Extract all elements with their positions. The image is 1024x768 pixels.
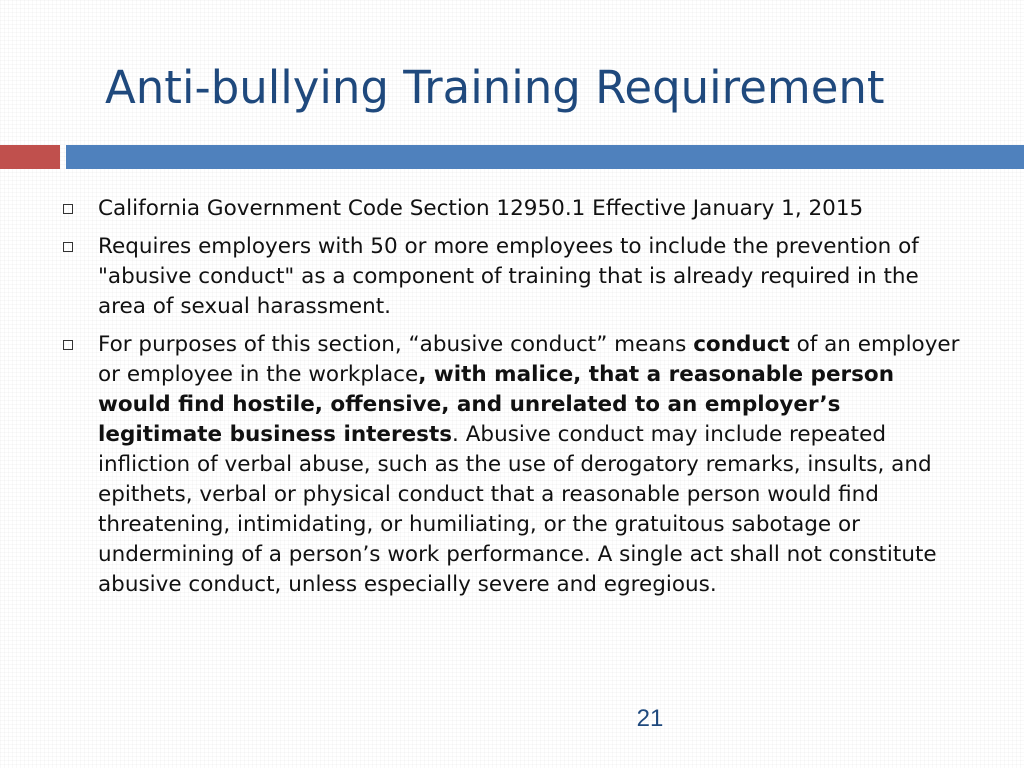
slide-number: 21: [636, 705, 664, 732]
definition-text-part: . Abusive conduct may include repeated infliction of verbal abuse, such as the use of derogatory remarks, insults, and epithets, verbal or physical conduct that a reasonable person would find threatening, intimidating, or humiliating, or the gratuitous sabotage or undermining of a person’s work performance. A single act shall not constitute abusive conduct, unless especially severe and egregious.: [98, 422, 937, 597]
definition-text-part: of an employer or employee in the workplace: [98, 332, 960, 387]
slide-title: Anti-bullying Training Requirement: [105, 61, 885, 114]
definition-bold-clause: , with malice, that a reasonable person would find hostile, offensive, and unrelated to an employer’s legitimate business interests: [98, 362, 895, 447]
bullet-text: Requires employers with 50 or more employees to include the prevention of "abusive conduct" as a component of training that is already required in the area of sexual harassment.: [98, 234, 919, 319]
definition-text-part: For purposes of this section, “abusive conduct” means: [98, 332, 694, 357]
hollow-square-icon: [63, 340, 73, 350]
hollow-square-icon: [63, 204, 73, 214]
bullet-item-requirement: [60, 232, 965, 322]
bullet-text: [98, 332, 960, 597]
bullet-text: California Government Code Section 12950.1 Effective January 1, 2015: [98, 196, 864, 221]
definition-bold-term: conduct: [693, 332, 790, 357]
accent-bar-blue: [66, 145, 1024, 169]
hollow-square-icon: [63, 242, 73, 252]
bullet-item-definition: [60, 330, 965, 600]
accent-bar-red: [0, 145, 60, 169]
bullet-list: [60, 194, 965, 608]
bullet-item-code-section: [60, 194, 965, 224]
